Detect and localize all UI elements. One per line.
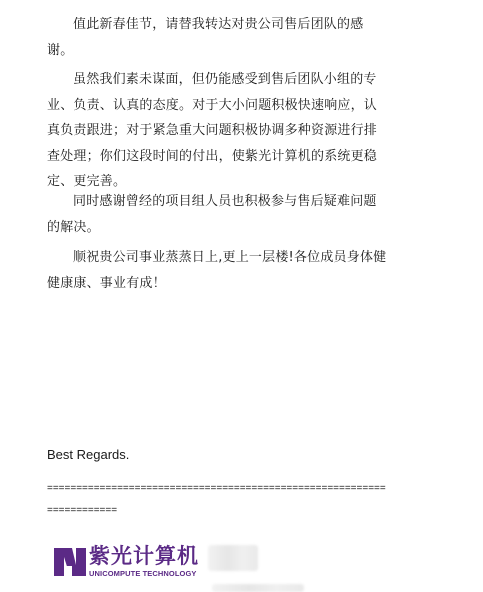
letter-paragraph-3: 同时感谢曾经的项目组人员也积极参与售后疑难问题的解决。 bbox=[47, 194, 377, 235]
signature-divider: ====================================================================== bbox=[47, 483, 386, 516]
logo-chinese-name: 紫光计算机 bbox=[89, 544, 199, 568]
redacted-signature-block bbox=[208, 545, 258, 571]
unicompute-logo-icon bbox=[53, 545, 87, 579]
closing-line: Best Regards. bbox=[47, 447, 130, 462]
logo-english-name: UNICOMPUTE TECHNOLOGY bbox=[89, 569, 197, 578]
letter-paragraph-4: 顺祝贵公司事业蒸蒸日上,更上一层楼!各位成员身体健健康康、事业有成！ bbox=[47, 250, 387, 291]
company-logo bbox=[53, 543, 203, 583]
letter-paragraph-2: 虽然我们素未谋面，但仍能感受到售后团队小组的专业、负责、认真的态度。对于大小问题积极快速响应，认真负责跟进；对于紧急重大问题积极协调多种资源进行排查处理；你们这段时间的付出，使紫光计算机的系统更稳定、更完善。 bbox=[47, 72, 378, 189]
letter-paragraph-1: 值此新春佳节，请替我转达对贵公司售后团队的感谢。 bbox=[47, 17, 364, 58]
redacted-signature-line bbox=[212, 584, 304, 592]
